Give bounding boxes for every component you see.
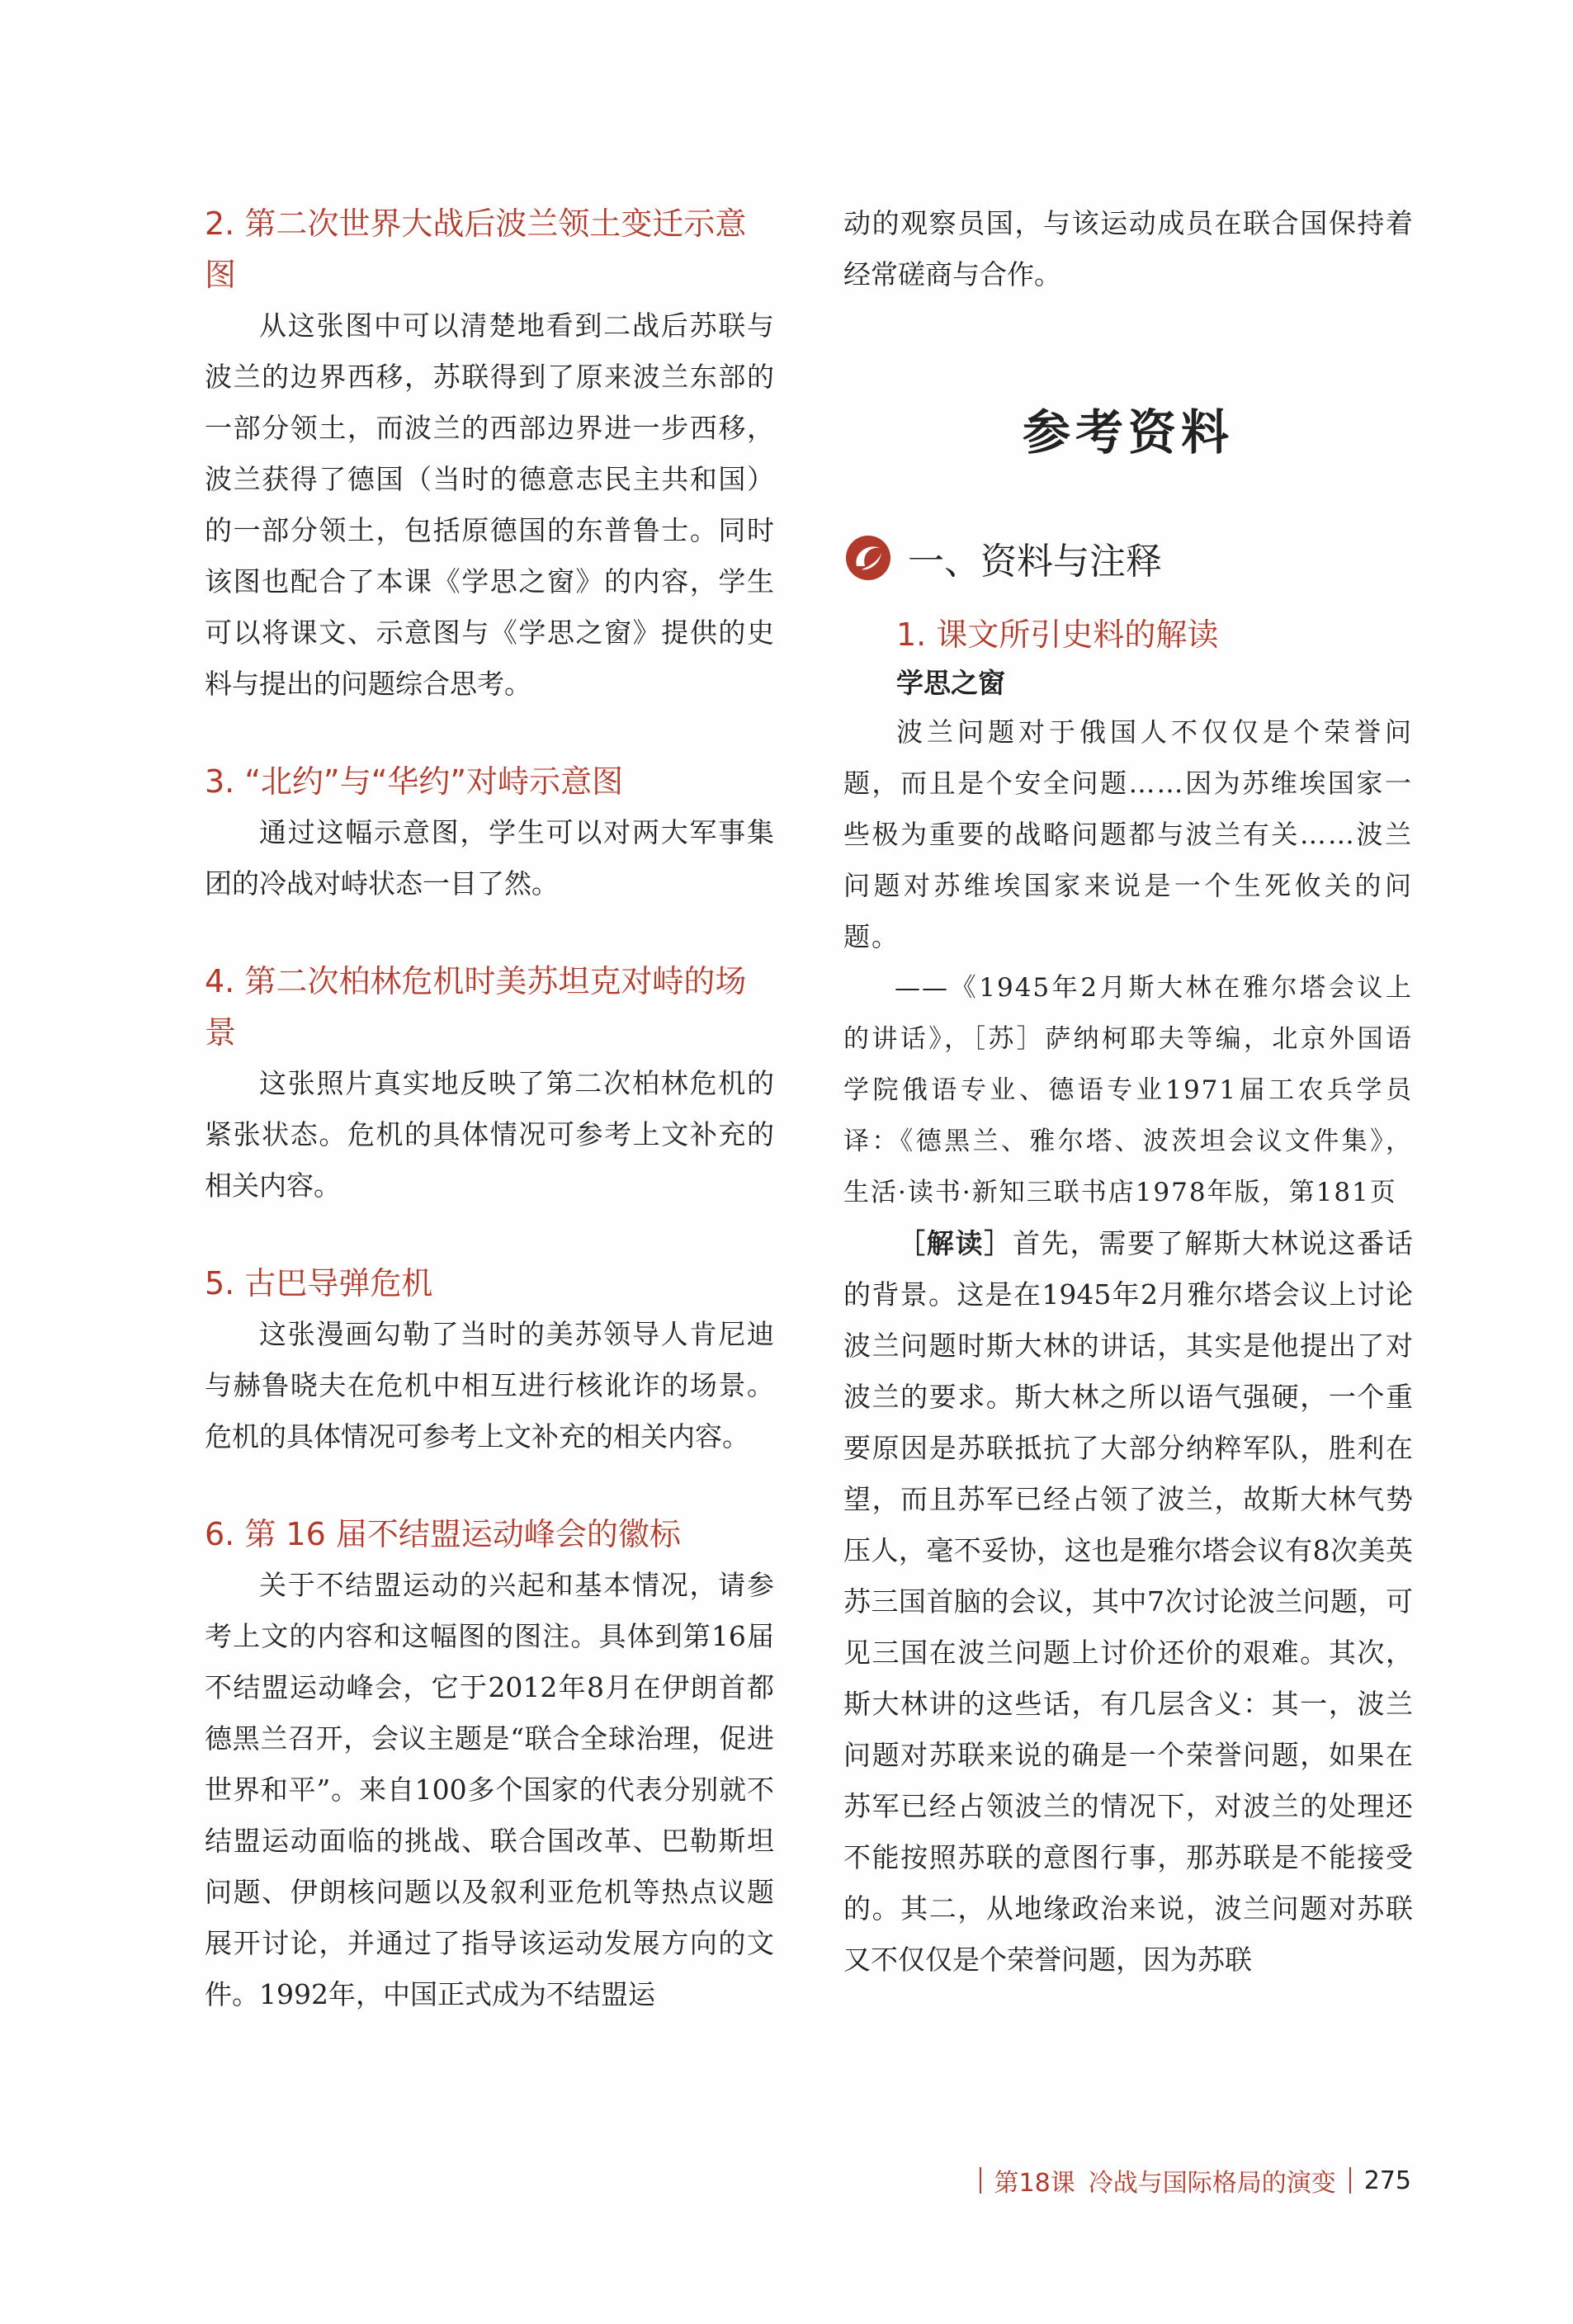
section-title: 一、资料与注释 xyxy=(908,541,1162,583)
heading-nam-summit: 6. 第 16 届不结盟运动峰会的徽标 xyxy=(205,1516,681,1552)
section-swirl-icon xyxy=(843,533,893,583)
section-heading xyxy=(843,531,1413,584)
paragraph-continuation: 动的观察员国，与该运动成员在联合国保持着经常磋商与合作。 xyxy=(843,207,1413,290)
page-footer xyxy=(980,2162,1411,2199)
left-column xyxy=(205,198,774,2020)
page-number: 275 xyxy=(1363,2166,1411,2195)
paragraph-nam-summit: 关于不结盟运动的兴起和基本情况，请参考上文的内容和这幅图的图注。具体到第16届不结盟运动峰会，它于2012年8月在伊朗首都德黑兰召开，会议主题是“联合全球治理，促进世界和平”。来自100多个国家的代表分别就不结盟运动面临的挑战、联合国改革、巴勒斯坦问题、伊朗核问题以及叙利亚危机等热点议题展开讨论，并通过了指导该运动发展方向的文件。1992年，中国正式成为不结盟运 xyxy=(205,1569,774,2010)
paragraph-poland-territory: 从这张图中可以清楚地看到二战后苏联与波兰的边界西移，苏联得到了原来波兰东部的一部分领土，而波兰的西部边界进一步西移，波兰获得了德国（当时的德意志民主共和国）的一部分领土，包括原德国的东普鲁士。同时该图也配合了本课《学思之窗》的内容，学生可以将课文、示意图与《学思之窗》提供的史料与提出的问题综合思考。 xyxy=(205,309,774,700)
footer-lesson-title: 冷战与国际格局的演变 xyxy=(1088,2169,1336,2198)
paragraph-berlin-crisis: 这张照片真实地反映了第二次柏林危机的紧张状态。危机的具体情况可参考上文补充的相关内容。 xyxy=(205,1067,774,1202)
window-label: 学思之窗 xyxy=(896,667,1005,699)
interpretation-label: ［解读］ xyxy=(898,1227,1013,1259)
interpretation-text: 首先，需要了解斯大林说这番话的背景。这是在1945年2月雅尔塔会议上讨论波兰问题时斯大林的讲话，其实是他提出了对波兰的要求。斯大林之所以语气强硬，一个重要原因是苏联抵抗了大部分纳粹军队，胜利在望，而且苏军已经占领了波兰，故斯大林气势压人，毫不妥协，这也是雅尔塔会议有8次美英苏三国首脑的会议，其中7次讨论波兰问题，可见三国在波兰问题上讨价还价的艰难。其次，斯大林讲的这些话，有几层含义：其一，波兰问题对苏联来说的确是一个荣誉问题，如果在苏军已经占领波兰的情况下，对波兰的处理还不能按照苏联的意图行事，那苏联是不能接受的。其二，从地缘政治来说，波兰问题对苏联又不仅仅是个荣誉问题，因为苏联 xyxy=(843,1227,1414,1976)
footer-lesson: 第18课 xyxy=(994,2169,1075,2198)
reference-title: 参考资料 xyxy=(1022,404,1234,461)
heading-cuban-missile: 5. 古巴导弹危机 xyxy=(205,1265,433,1301)
paragraph-interpretation xyxy=(843,1218,1413,1986)
quote-stalin: 波兰问题对于俄国人不仅仅是个荣誉问题，而且是个安全问题……因为苏维埃国家一些极为重要的战略问题都与波兰有关……波兰问题对苏维埃国家来说是一个生死攸关的问题。 xyxy=(843,716,1413,952)
footer-divider xyxy=(980,2167,981,2194)
heading-nato-warsaw: 3. “北约”与“华约”对峙示意图 xyxy=(205,763,624,800)
quote-source: ——《1945年2月斯大林在雅尔塔会议上的讲话》，［苏］萨纳柯耶夫等编，北京外国语学院俄语专业、德语专业1971届工农兵学员译：《德黑兰、雅尔塔、波茨坦会议文件集》，生活·读书·新知三联书店1978年版，第181页 xyxy=(843,973,1413,1207)
paragraph-nato-warsaw: 通过这幅示意图，学生可以对两大军事集团的冷战对峙状态一目了然。 xyxy=(205,816,774,900)
heading-berlin-crisis: 4. 第二次柏林危机时美苏坦克对峙的场景 xyxy=(205,963,747,1051)
heading-source-interpretation: 1. 课文所引史料的解读 xyxy=(896,616,1219,653)
heading-poland-territory: 2. 第二次世界大战后波兰领土变迁示意图 xyxy=(205,205,747,293)
paragraph-cuban-missile: 这张漫画勾勒了当时的美苏领导人肯尼迪与赫鲁晓夫在危机中相互进行核讹诈的场景。危机的具体情况可参考上文补充的相关内容。 xyxy=(205,1318,774,1452)
footer-divider xyxy=(1349,2167,1351,2194)
right-column xyxy=(843,198,1413,1986)
